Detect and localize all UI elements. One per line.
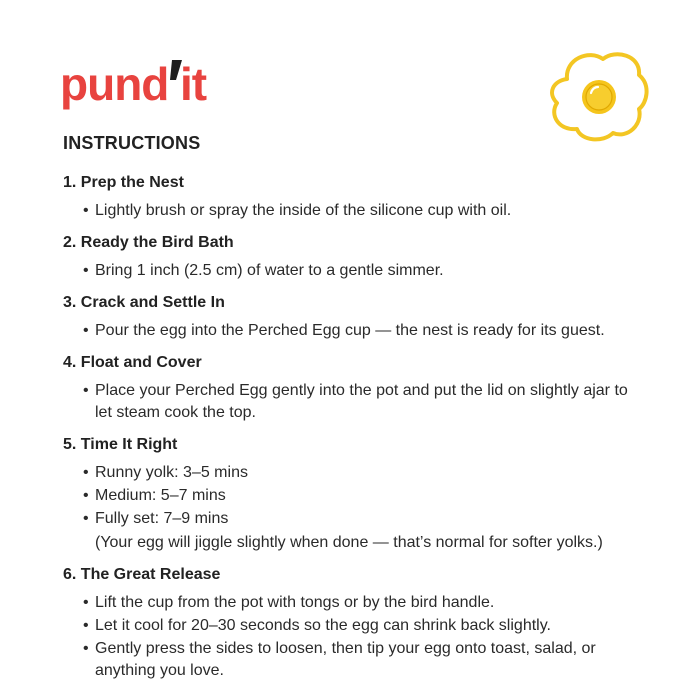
list-item: • Pour the egg into the Perched Egg cup — the nest is ready for its guest. [63,320,663,342]
step-title: 2. Ready the Bird Bath [63,234,234,251]
list-item: • Lightly brush or spray the inside of the silicone cup with oil. [63,200,663,222]
step-title: 4. Float and Cover [63,354,202,371]
step-note: (Your egg will jiggle slightly when done — that’s normal for softer yolks.) [95,534,603,551]
list-item: • Gently press the sides to loosen, then tip your egg onto toast, salad, or anything you love. [63,638,663,682]
step-1 [63,174,663,222]
pundit-logo [60,50,230,120]
list-item: • Bring 1 inch (2.5 cm) of water to a gentle simmer. [63,260,663,282]
step-title: 5. Time It Right [63,436,178,453]
list-item: • Fully set: 7–9 mins [63,508,663,530]
step-2 [63,234,663,282]
list-item: • Lift the cup from the pot with tongs or by the bird handle. [63,592,663,614]
instructions-heading: INSTRUCTIONS [63,133,201,153]
list-item: • Let it cool for 20–30 seconds so the egg can shrink back slightly. [63,615,663,637]
list-item: • Medium: 5–7 mins [63,485,663,507]
step-4 [63,354,663,424]
step-6 [63,566,663,682]
step-5 [63,436,663,554]
list-item: • Place your Perched Egg gently into the pot and put the lid on slightly ajar to let steam cook the top. [63,380,663,424]
step-title: 1. Prep the Nest [63,174,184,191]
step-title: 6. The Great Release [63,566,221,583]
step-title: 3. Crack and Settle In [63,294,225,311]
logo-text-left: pund [60,58,169,110]
list-item: • Runny yolk: 3–5 mins [63,462,663,484]
fried-egg-icon [545,45,655,145]
logo-text-right: it [180,58,207,110]
instructions-section [63,133,663,692]
step-3 [63,294,663,342]
